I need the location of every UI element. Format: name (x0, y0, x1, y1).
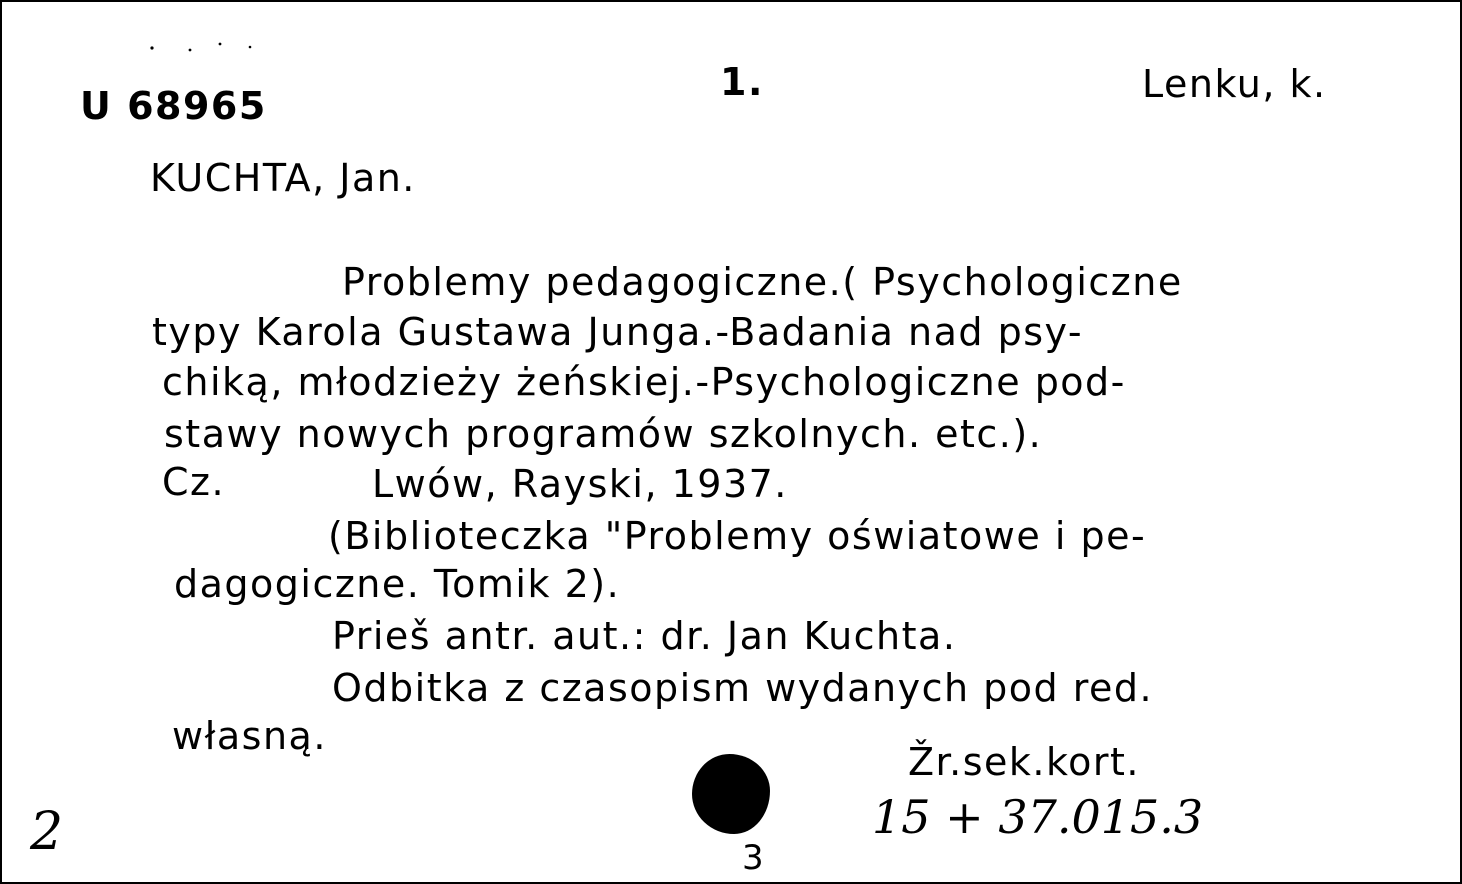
source-label: Žr.sek.kort. (908, 740, 1141, 784)
handwritten-bottom-number: 3 (742, 838, 764, 878)
handwritten-classification: 15 + 37.015.3 (872, 790, 1204, 844)
cz-label: Cz. (162, 460, 226, 504)
card-number: 1. (720, 60, 764, 104)
note-offprint-line-2: własną. (172, 714, 327, 758)
location-label: Lenku, k. (1142, 62, 1327, 106)
series-line-2: dagogiczne. Tomik 2). (174, 562, 621, 606)
handwritten-left-mark: 2 (30, 802, 64, 862)
title-line-2: typy Karola Gustawa Junga.-Badania nad psy- (152, 310, 1084, 354)
note-offprint-line-1: Odbitka z czasopism wydanych pod red. (332, 666, 1154, 710)
title-line-4: stawy nowych programów szkolnych. etc.). (164, 412, 1043, 456)
title-line-1: Problemy pedagogiczne.( Psychologiczne (342, 260, 1183, 304)
note-author: Prieš antr. aut.: dr. Jan Kuchta. (332, 614, 957, 658)
author-heading: KUCHTA, Jan. (150, 156, 416, 200)
punch-hole (692, 754, 770, 834)
speck-marks (150, 38, 290, 63)
series-line-1: (Biblioteczka "Problemy oświatowe i pe- (328, 514, 1147, 558)
call-number: U 68965 (80, 84, 267, 128)
title-line-3: chiką, młodzieży żeńskiej.-Psychologiczne pod- (162, 360, 1126, 404)
imprint-line: Lwów, Rayski, 1937. (372, 462, 788, 506)
